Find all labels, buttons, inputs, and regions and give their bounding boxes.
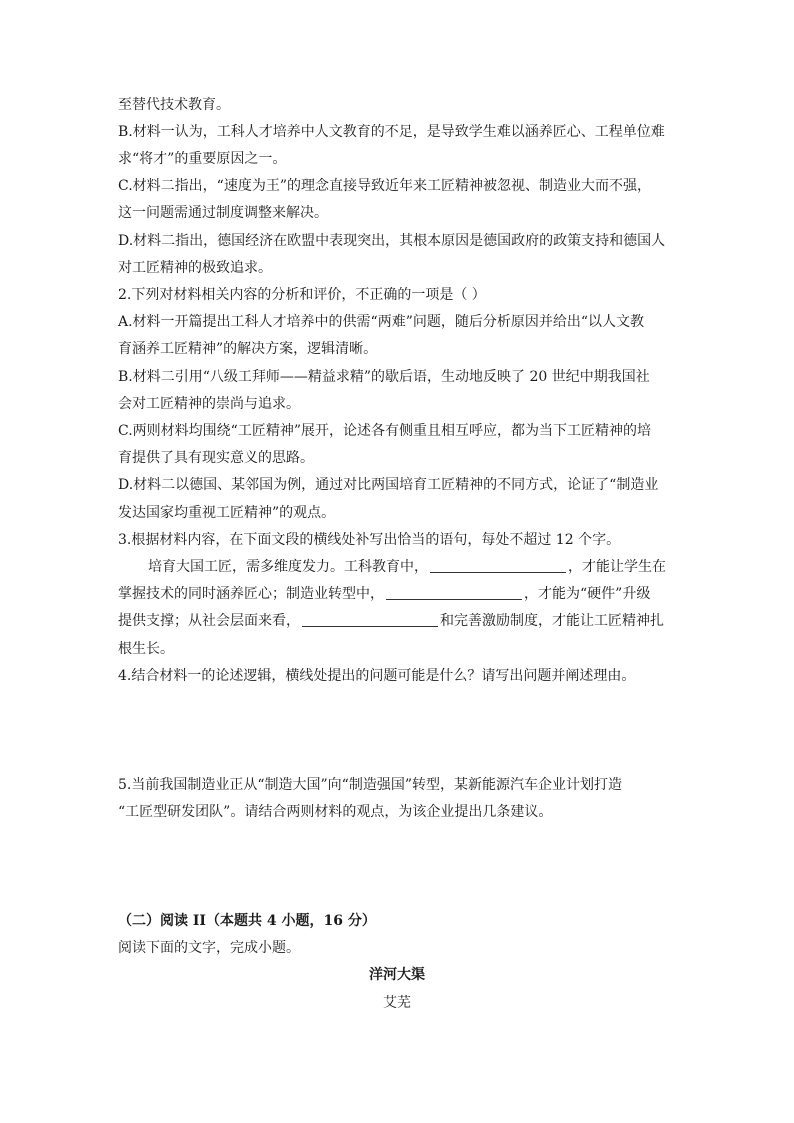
q1-option-b-line2: 求“将才”的重要原因之一。 — [118, 151, 287, 167]
q4-stem: 4.结合材料一的论述逻辑，横线处提出的问题可能是什么？请写出问题并阐述理由。 — [118, 668, 636, 684]
q2-option-a-line1: A.材料一开篇提出工科人才培养中的供需“两难”问题，随后分析原因并给出“以人文教 — [118, 314, 645, 330]
q2-option-b-line2: 会对工匠精神的崇尚与追求。 — [118, 396, 300, 412]
q3-text: 掌握技术的同时涵养匠心；制造业转型中， — [118, 586, 384, 602]
q5-line2: “工匠型研发团队”。请结合两则材料的观点，为该企业提出几条建议。 — [118, 804, 553, 820]
q1-option-d-line2: 对工匠精神的极致追求。 — [118, 260, 272, 276]
article-author: 艾芜 — [383, 995, 411, 1011]
q1-option-c-line1: C.材料二指出，“速度为王”的理念直接导致近年来工匠精神被忽视、制造业大而不强， — [118, 178, 651, 194]
reading-instruction: 阅读下面的文字，完成小题。 — [118, 940, 300, 956]
fill-in-blank-2[interactable] — [386, 585, 522, 600]
q2-option-c-line2: 育提供了具有现实意义的思路。 — [118, 450, 314, 466]
q1-option-d-line1: D.材料二指出，德国经济在欧盟中表现突出，其根本原因是德国政府的政策支持和德国人 — [118, 233, 666, 249]
q3-text: 培育大国工匠，需多维度发力。工科教育中， — [148, 559, 428, 575]
q2-stem: 2.下列对材料相关内容的分析和评价，不正确的一项是（ ） — [118, 287, 486, 303]
q3-passage-line3 — [118, 611, 664, 631]
section-heading: （二）阅读 II（本题共 4 小题，16 分） — [118, 913, 376, 929]
fill-in-blank-1[interactable] — [430, 558, 566, 573]
q2-option-d-line1: D.材料二以德国、某邻国为例，通过对比两国培育工匠精神的不同方式，论证了“制造业 — [118, 477, 659, 493]
article-title: 洋河大渠 — [369, 967, 425, 983]
q3-text: 和完善激励制度，才能让工匠精神扎 — [440, 613, 664, 629]
q3-stem: 3.根据材料内容，在下面文段的横线处补写出恰当的语句，每处不超过 12 个字。 — [118, 532, 621, 548]
q5-line1: 5.当前我国制造业正从“制造大国”向“制造强国”转型，某新能源汽车企业计划打造 — [118, 777, 622, 793]
q1-option-c-line2: 这一问题需通过制度调整来解决。 — [118, 205, 328, 221]
q2-option-c-line1: C.两则材料均围绕“工匠精神”展开，论述各有侧重且相互呼应，都为当下工匠精神的培 — [118, 423, 651, 439]
q2-option-d-line2: 发达国家均重视工匠精神”的观点。 — [118, 505, 336, 521]
q3-passage-line4: 根生长。 — [118, 641, 174, 657]
q2-option-a-line2: 育涵养工匠精神”的解决方案，逻辑清晰。 — [118, 341, 378, 357]
q3-text: ，才能让学生在 — [568, 559, 666, 575]
fill-in-blank-3[interactable] — [302, 612, 438, 627]
q3-text: 提供支撑；从社会层面来看， — [118, 613, 300, 629]
q1-option-a-continuation: 至替代技术教育。 — [118, 97, 230, 113]
q1-option-b-line1: B.材料一认为，工科人才培养中人文教育的不足，是导致学生难以涵养匠心、工程单位难 — [118, 124, 665, 140]
q2-option-b-line1: B.材料二引用“八级工拜师——精益求精”的歇后语，生动地反映了 20 世纪中期我国社 — [118, 369, 650, 385]
q3-text: ，才能为“硬件”升级 — [524, 586, 651, 602]
q3-passage-line2 — [118, 584, 650, 604]
q3-passage-line1 — [148, 557, 666, 577]
